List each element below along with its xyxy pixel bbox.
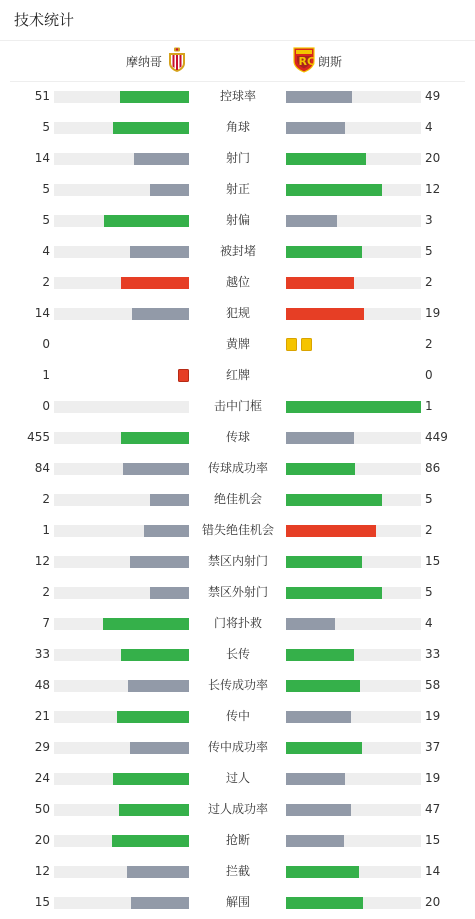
away-stat-value: 4	[425, 616, 433, 630]
stat-label: 角球	[225, 120, 250, 134]
away-stat-bar-track	[286, 246, 421, 258]
away-stat-bar	[286, 649, 354, 661]
stat-row	[0, 81, 475, 112]
away-stat-bar	[286, 897, 363, 909]
monaco-crest-icon[interactable]	[167, 47, 187, 73]
away-stat-bar	[286, 866, 359, 878]
home-stat-bar	[117, 711, 189, 723]
stat-label: 禁区内射门	[207, 554, 268, 568]
home-stat-bar	[130, 556, 189, 568]
home-stat-value: 14	[34, 306, 50, 320]
home-stat-value: 1	[42, 523, 50, 537]
home-stat-value: 33	[34, 647, 50, 661]
stat-label: 绝佳机会	[213, 492, 262, 506]
away-stat-value: 5	[425, 492, 433, 506]
stat-row	[0, 546, 475, 577]
home-stat-bar-track	[54, 742, 189, 754]
away-stat-bar-track	[286, 866, 421, 878]
home-stat-value: 14	[34, 151, 50, 165]
away-stat-bar-track	[286, 463, 421, 475]
home-team-name[interactable]: 摩纳哥	[125, 55, 162, 69]
away-stat-bar-track	[286, 711, 421, 723]
home-stat-bar	[123, 463, 189, 475]
home-stat-bar	[112, 835, 189, 847]
away-stat-value: 2	[425, 523, 433, 537]
stat-row	[0, 639, 475, 670]
away-stat-value: 58	[425, 678, 441, 692]
home-stat-value: 5	[42, 120, 50, 134]
away-stat-value: 1	[425, 399, 433, 413]
stat-row	[0, 143, 475, 174]
away-stat-bar-track	[286, 401, 421, 413]
stat-label: 门将扑救	[213, 616, 262, 630]
stat-label: 长传	[225, 647, 250, 661]
stat-label: 控球率	[219, 89, 256, 103]
stat-row	[0, 329, 475, 360]
home-stat-bar-track	[54, 711, 189, 723]
home-stat-bar	[131, 897, 189, 909]
stat-label: 拦截	[225, 864, 250, 878]
home-stat-value: 5	[42, 213, 50, 227]
home-stat-value: 2	[42, 492, 50, 506]
home-stat-bar	[103, 618, 189, 630]
away-stat-bar	[286, 556, 362, 568]
away-stat-bar	[286, 804, 351, 816]
stat-label: 过人成功率	[207, 802, 268, 816]
home-stat-bar-track	[54, 277, 189, 289]
stat-label: 解围	[225, 895, 250, 909]
away-stat-value: 5	[425, 585, 433, 599]
home-stat-bar	[130, 246, 189, 258]
home-stat-value: 0	[42, 337, 50, 351]
home-stat-bar-track	[54, 680, 189, 692]
away-stat-bar	[286, 742, 362, 754]
home-stat-bar-track	[54, 649, 189, 661]
away-stat-bar-track	[286, 835, 421, 847]
stat-label: 射偏	[225, 213, 250, 227]
home-stat-bar-track	[54, 494, 189, 506]
away-stat-bar	[286, 432, 354, 444]
stat-row	[0, 391, 475, 422]
away-stat-value: 20	[425, 895, 441, 909]
stat-row	[0, 236, 475, 267]
home-stat-bar-track	[54, 866, 189, 878]
home-stat-bar	[150, 587, 189, 599]
away-stat-value: 19	[425, 709, 441, 723]
away-stat-value: 15	[425, 833, 441, 847]
home-stat-value: 0	[42, 399, 50, 413]
home-stat-value: 84	[34, 461, 50, 475]
home-stat-bar	[113, 122, 189, 134]
away-stat-value: 19	[425, 771, 441, 785]
away-stat-bar	[286, 463, 355, 475]
stat-row	[0, 701, 475, 732]
stat-label: 射门	[225, 151, 250, 165]
lens-crest-icon[interactable]	[292, 47, 316, 73]
home-stat-bar	[128, 680, 189, 692]
stat-row	[0, 174, 475, 205]
stat-label: 越位	[225, 275, 250, 289]
stat-row	[0, 267, 475, 298]
home-stat-value: 50	[34, 802, 50, 816]
home-stat-bar	[121, 649, 189, 661]
home-stat-value: 2	[42, 585, 50, 599]
away-stat-value: 47	[425, 802, 441, 816]
stat-label: 犯规	[225, 306, 250, 320]
stat-row	[0, 205, 475, 236]
away-stat-bar	[286, 618, 335, 630]
home-stat-bar-track	[54, 587, 189, 599]
home-stat-bar-track	[54, 184, 189, 196]
away-stat-bar-track	[286, 587, 421, 599]
away-stat-bar	[286, 711, 351, 723]
away-yellow-cards	[286, 338, 316, 351]
stat-row	[0, 360, 475, 391]
away-stat-value: 15	[425, 554, 441, 568]
away-stat-bar	[286, 835, 344, 847]
away-stat-bar-track	[286, 773, 421, 785]
home-stat-bar-track	[54, 308, 189, 320]
home-stat-bar	[113, 773, 189, 785]
stat-label: 红牌	[225, 368, 250, 382]
stat-label: 被封堵	[219, 244, 256, 258]
stat-label: 传球成功率	[207, 461, 268, 475]
stat-label: 抢断	[225, 833, 250, 847]
away-stat-bar-track	[286, 277, 421, 289]
page-title: 技术统计	[14, 11, 75, 29]
home-stat-bar-track	[54, 401, 189, 413]
away-team-name[interactable]: 朗斯	[318, 55, 343, 69]
stat-label: 射正	[225, 182, 250, 196]
away-stat-value: 37	[425, 740, 441, 754]
home-stat-value: 7	[42, 616, 50, 630]
away-stat-bar	[286, 587, 382, 599]
away-stat-value: 14	[425, 864, 441, 878]
home-stat-bar-track	[54, 525, 189, 537]
away-stat-bar-track	[286, 215, 421, 227]
away-stat-value: 2	[425, 337, 433, 351]
stat-row	[0, 112, 475, 143]
stat-label: 禁区外射门	[207, 585, 268, 599]
away-stat-value: 12	[425, 182, 441, 196]
home-stat-value: 12	[34, 554, 50, 568]
stat-row	[0, 484, 475, 515]
home-stat-bar-track	[54, 153, 189, 165]
away-stat-bar-track	[286, 897, 421, 909]
stat-row	[0, 794, 475, 825]
stat-row	[0, 453, 475, 484]
home-stat-bar	[120, 91, 189, 103]
home-stat-bar-track	[54, 897, 189, 909]
away-stat-bar-track	[286, 184, 421, 196]
away-stat-value: 5	[425, 244, 433, 258]
stats-list	[0, 81, 475, 918]
away-stat-bar-track	[286, 618, 421, 630]
home-stat-bar-track	[54, 804, 189, 816]
stat-label: 击中门框	[213, 399, 262, 413]
away-stat-bar-track	[286, 525, 421, 537]
away-stat-bar-track	[286, 742, 421, 754]
stat-row	[0, 825, 475, 856]
home-stat-bar	[150, 184, 189, 196]
away-stat-bar-track	[286, 122, 421, 134]
home-stat-value: 15	[34, 895, 50, 909]
away-stat-bar	[286, 773, 345, 785]
away-stat-bar	[286, 680, 360, 692]
home-stat-value: 5	[42, 182, 50, 196]
stat-row	[0, 732, 475, 763]
home-stat-value: 24	[34, 771, 50, 785]
away-stat-bar	[286, 215, 337, 227]
home-stat-bar-track	[54, 215, 189, 227]
stat-label: 错失绝佳机会	[201, 523, 274, 537]
home-stat-value: 51	[34, 89, 50, 103]
away-stat-bar	[286, 308, 364, 320]
home-stat-value: 1	[42, 368, 50, 382]
stat-row	[0, 515, 475, 546]
away-stat-value: 49	[425, 89, 441, 103]
away-stat-bar	[286, 277, 354, 289]
home-stat-value: 455	[27, 430, 50, 444]
away-stat-value: 0	[425, 368, 433, 382]
away-stat-bar	[286, 525, 376, 537]
stat-label: 传球	[225, 430, 250, 444]
away-stat-value: 2	[425, 275, 433, 289]
stat-row	[0, 298, 475, 329]
teams-header	[0, 45, 475, 77]
home-stat-bar	[150, 494, 189, 506]
away-stat-value: 33	[425, 647, 441, 661]
away-stat-value: 19	[425, 306, 441, 320]
away-stat-bar-track	[286, 153, 421, 165]
away-stat-bar-track	[286, 308, 421, 320]
stat-row	[0, 670, 475, 701]
home-stat-bar-track	[54, 122, 189, 134]
home-stat-bar-track	[54, 463, 189, 475]
away-stat-bar-track	[286, 91, 421, 103]
away-stat-bar-track	[286, 556, 421, 568]
title-divider	[0, 40, 475, 41]
away-stat-bar	[286, 494, 382, 506]
home-stat-value: 48	[34, 678, 50, 692]
stat-row	[0, 856, 475, 887]
home-stat-value: 29	[34, 740, 50, 754]
home-stat-value: 12	[34, 864, 50, 878]
yellow-card-icon	[301, 338, 312, 351]
stat-row	[0, 608, 475, 639]
home-stat-bar-track	[54, 618, 189, 630]
away-stat-value: 449	[425, 430, 448, 444]
away-stat-bar-track	[286, 804, 421, 816]
stat-label: 过人	[225, 771, 250, 785]
home-stat-bar-track	[54, 556, 189, 568]
stat-row	[0, 763, 475, 794]
home-stat-bar-track	[54, 432, 189, 444]
stat-label: 传中	[225, 709, 250, 723]
stat-label: 传中成功率	[207, 740, 268, 754]
away-stat-bar	[286, 153, 366, 165]
home-stat-value: 21	[34, 709, 50, 723]
away-stat-value: 20	[425, 151, 441, 165]
home-stat-bar	[130, 742, 189, 754]
away-stat-bar	[286, 91, 352, 103]
home-stat-bar	[134, 153, 189, 165]
away-stat-bar-track	[286, 680, 421, 692]
home-stat-bar	[132, 308, 189, 320]
stat-row	[0, 887, 475, 918]
away-stat-bar	[286, 184, 382, 196]
stat-row	[0, 577, 475, 608]
home-stat-bar	[119, 804, 189, 816]
away-stat-bar-track	[286, 494, 421, 506]
stat-label: 黄牌	[225, 337, 250, 351]
svg-text:RC: RC	[298, 55, 316, 68]
home-stat-bar	[144, 525, 189, 537]
away-stat-value: 3	[425, 213, 433, 227]
home-stat-bar-track	[54, 835, 189, 847]
away-stat-bar	[286, 401, 421, 413]
away-stat-bar	[286, 246, 362, 258]
away-stat-bar-track	[286, 649, 421, 661]
home-stat-bar	[121, 277, 189, 289]
home-stat-value: 4	[42, 244, 50, 258]
home-stat-bar-track	[54, 246, 189, 258]
home-stat-value: 20	[34, 833, 50, 847]
away-stat-bar	[286, 122, 345, 134]
home-stat-bar-track	[54, 91, 189, 103]
away-stat-value: 4	[425, 120, 433, 134]
stat-label: 长传成功率	[207, 678, 268, 692]
home-stat-bar	[121, 432, 189, 444]
home-stat-bar	[127, 866, 189, 878]
home-stat-bar-track	[54, 773, 189, 785]
stat-row	[0, 422, 475, 453]
home-stat-bar	[104, 215, 189, 227]
away-stat-bar-track	[286, 432, 421, 444]
away-stat-value: 86	[425, 461, 441, 475]
home-stat-value: 2	[42, 275, 50, 289]
